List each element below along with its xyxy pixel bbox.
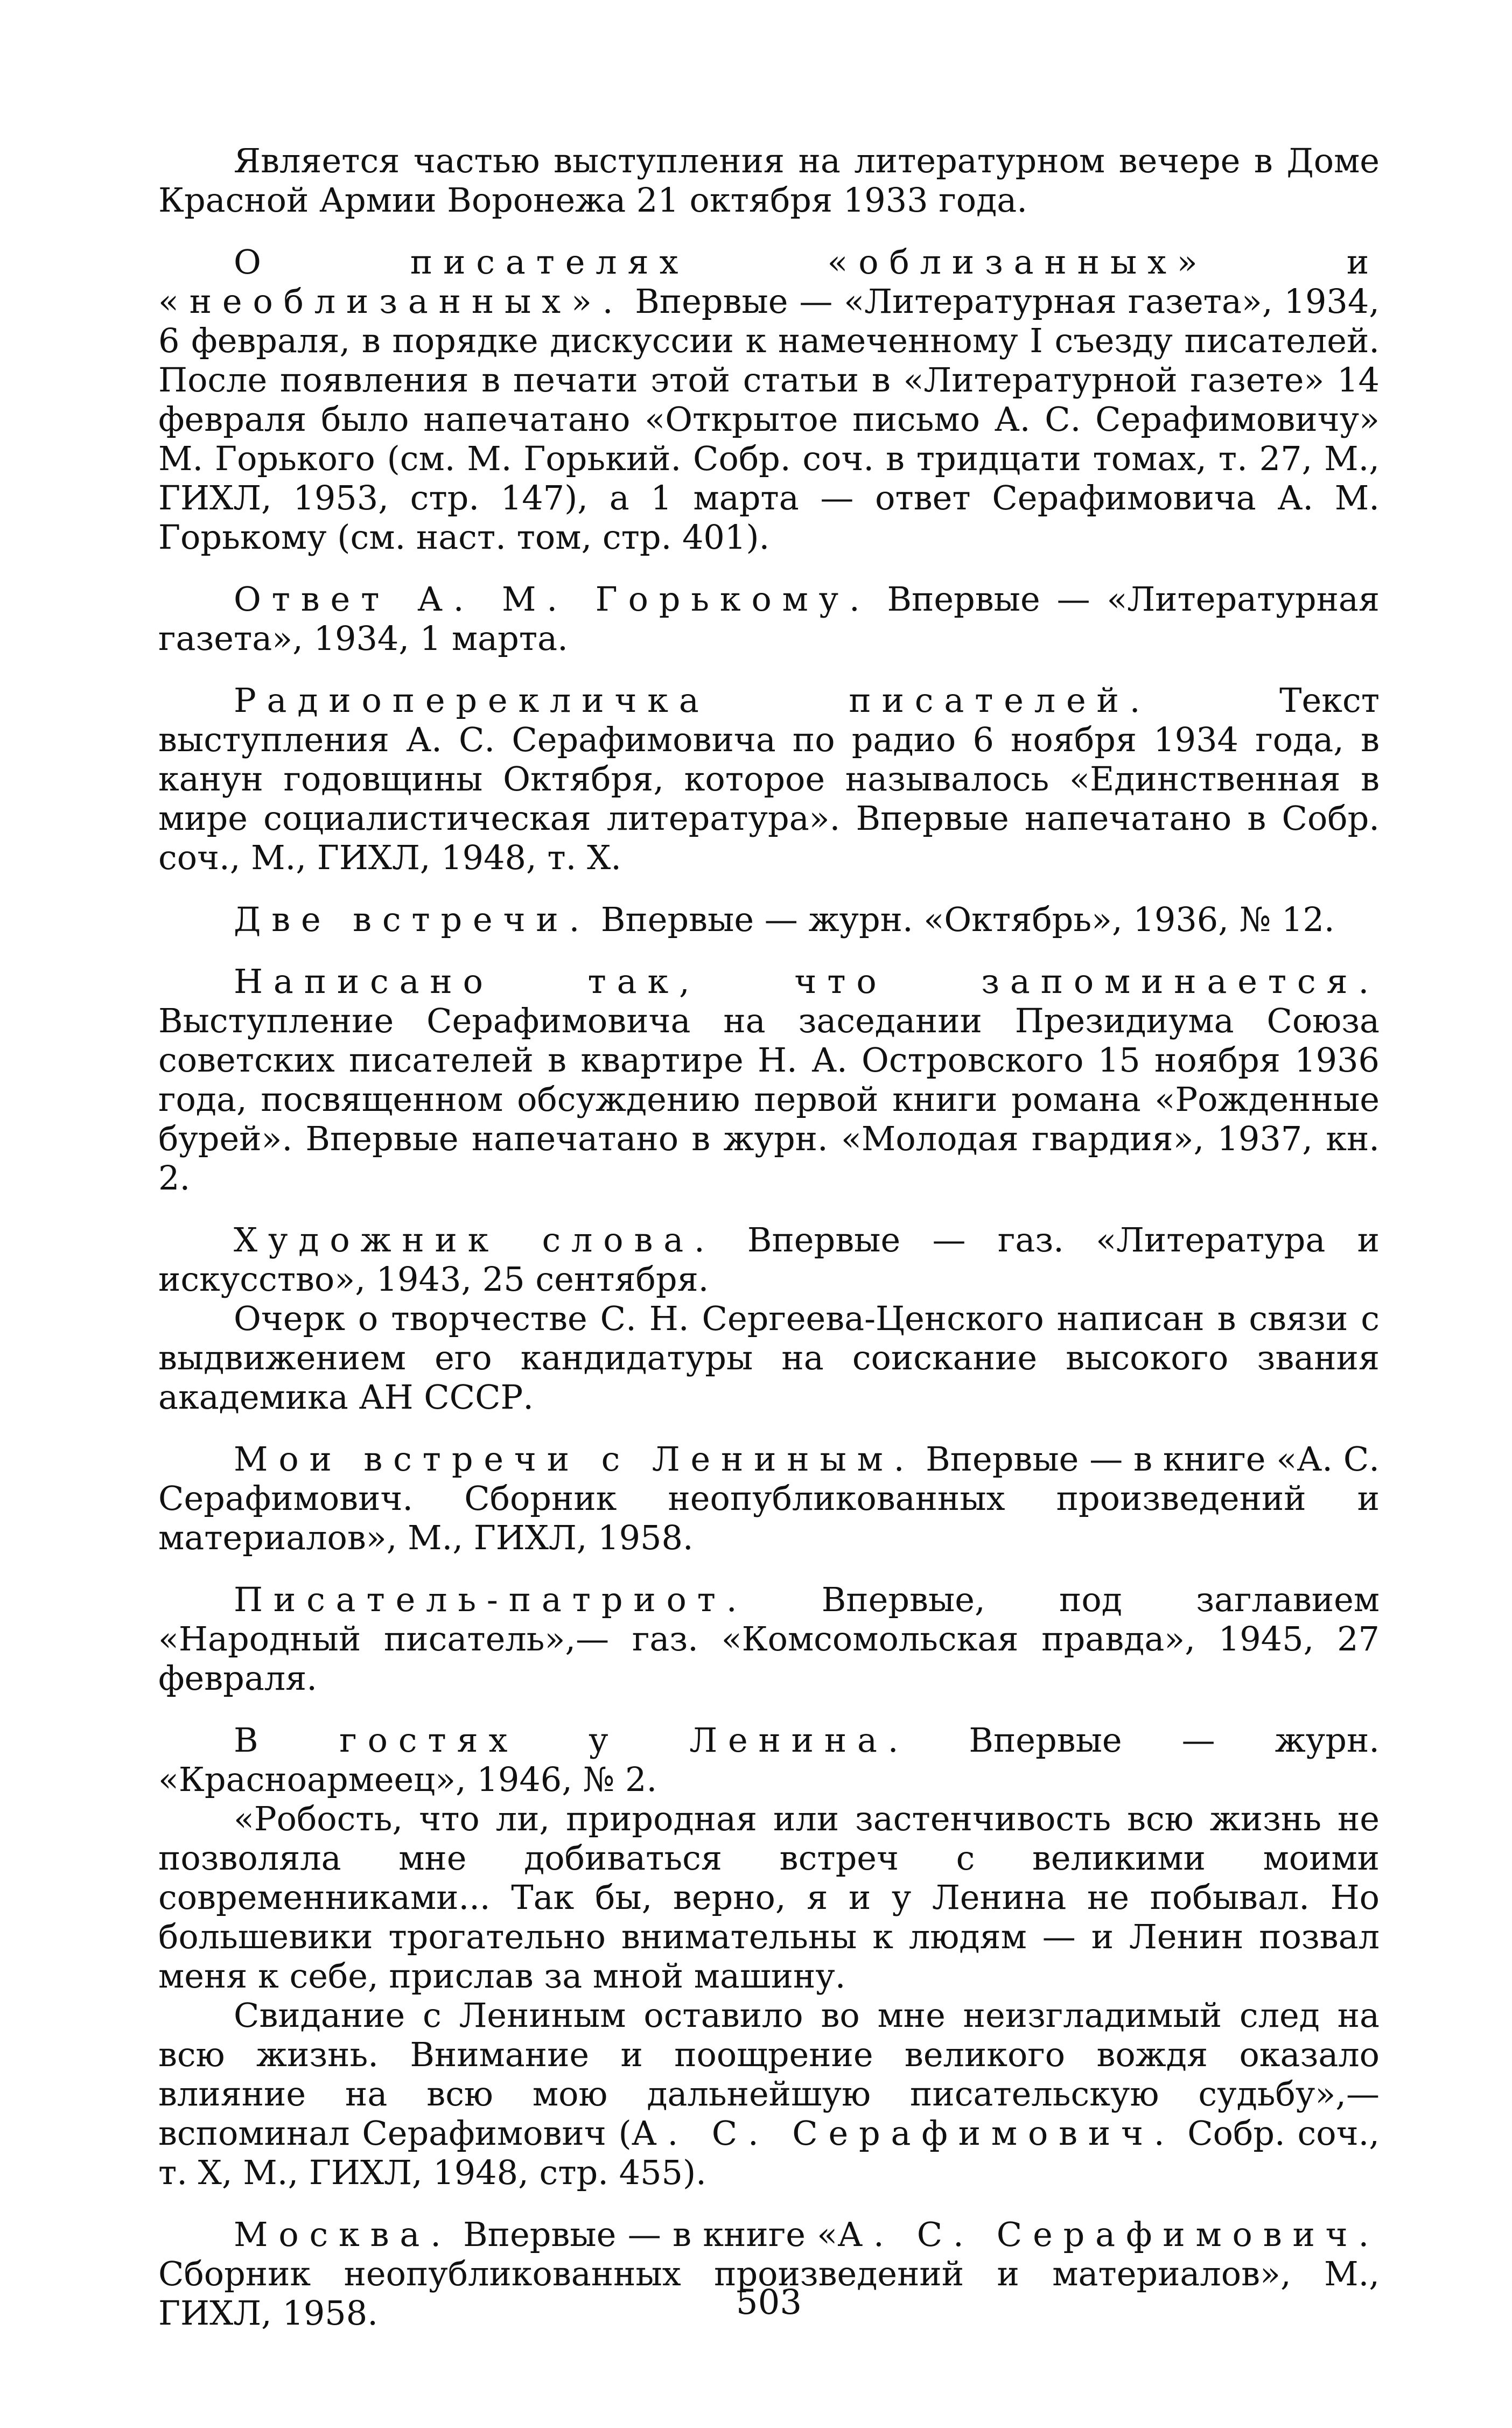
- note-text: Впервые — газ. «Литература и искусство», 1943, 25 сентября.: [158, 1220, 1380, 1299]
- quote-source: Собр. соч., т. X, М., ГИХЛ, 1948, стр. 455).: [158, 2114, 1380, 2192]
- note-text: Является частью выступления на литературном вечере в Доме Красной Армии Воронежа 21 октября 1933 года.: [158, 141, 1380, 220]
- author-name: А. С. Серафимович.: [631, 2114, 1175, 2153]
- work-title: Две встречи.: [234, 900, 591, 939]
- note-entry: [158, 1720, 1380, 1799]
- note-entry: [158, 1220, 1380, 1299]
- work-title: Писатель-патриот.: [234, 1580, 748, 1619]
- note-entry: [158, 1439, 1380, 1557]
- document-page: [158, 141, 1380, 2403]
- note-paragraph: [158, 1299, 1380, 1417]
- work-title: Художник слова.: [234, 1220, 716, 1260]
- note-entry: [158, 242, 1380, 557]
- page-number: 503: [736, 2283, 802, 2322]
- author-name: А. С. Серафимович.: [837, 2215, 1380, 2254]
- note-text: Впервые — «Литературная газета», 1934, 6 февраля, в порядке дискуссии к намеченному I съезду писателей. После появления в печати этой статьи в «Литературной газете» 14 февраля было напечатано «Открытое письмо А. С. Серафимовичу» М. Горького (см. М. Горький. Собр. соч. в тридцати томах, т. 27, М., ГИХЛ, 1953, стр. 147), а 1 марта — ответ Серафимовича А. М. Горькому (см. наст. том, стр. 401).: [158, 282, 1380, 557]
- work-title: Радиоперекличка писателей.: [234, 681, 1151, 720]
- work-title: Написано так, что запоминается.: [234, 962, 1380, 1001]
- note-text: Впервые — журн. «Октябрь», 1936, № 12.: [590, 900, 1335, 939]
- note-text: Впервые — журн. «Красноармеец», 1946, № 2.: [158, 1720, 1380, 1799]
- note-paragraph: [158, 141, 1380, 220]
- note-text: Сборник неопубликованных произведений и материалов», М., ГИХЛ, 1958.: [158, 2254, 1380, 2333]
- work-title: О писателях «облизанных» и «необлизанных».: [158, 242, 1380, 321]
- note-entry: [158, 962, 1380, 1198]
- quote-text: «Робость, что ли, природная или застенчивость всю жизнь не позволяла мне добиваться встреч с великими моими современниками... Так бы, верно, я и у Ленина не побывал. Но большевики трогательно внимательны к людям — и Ленин позвал меня к себе, прислав за мной машину.: [158, 1799, 1380, 1996]
- work-title: Мои встречи с Лениным.: [234, 1439, 915, 1479]
- note-text: Впервые — «Литературная газета», 1934, 1 марта.: [158, 579, 1380, 658]
- note-entry: [158, 681, 1380, 877]
- quote-text: Свидание с Лениным оставило во мне неизгладимый след на всю жизнь. Внимание и поощрение великого вождя оказало влияние на всю мою дальнейшую писательскую судьбу»,— вспоминал Серафимович (: [158, 1996, 1380, 2153]
- note-entry: [158, 900, 1380, 939]
- note-text: Впервые — в книге «А. С. Серафимович. Сборник неопубликованных произведений и материалов», М., ГИХЛ, 1958.: [158, 1439, 1380, 1557]
- note-text: Впервые, под заглавием «Народный писатель»,— газ. «Комсомольская правда», 1945, 27 февраля.: [158, 1580, 1380, 1698]
- note-text: Впервые — в книге «: [451, 2215, 838, 2254]
- work-title: В гостях у Ленина.: [234, 1720, 909, 1760]
- note-text: Текст выступления А. С. Серафимовича по радио 6 ноября 1934 года, в канун годовщины Октября, которое называлось «Единственная в мире социалистическая литература». Впервые напечатано в Собр. соч., М., ГИХЛ, 1948, т. X.: [158, 681, 1380, 877]
- note-entry: [158, 1580, 1380, 1698]
- work-title: Ответ А. М. Горькому.: [234, 579, 871, 619]
- quote-paragraph: [158, 1996, 1380, 2192]
- work-title: Москва.: [234, 2215, 452, 2254]
- note-text: Очерк о творчестве С. Н. Сергеева-Ценского написан в связи с выдвижением его кандидатуры на соискание высокого звания академика АН СССР.: [158, 1299, 1380, 1417]
- quote-paragraph: [158, 1799, 1380, 1996]
- note-text: Выступление Серафимовича на заседании Президиума Союза советских писателей в квартире Н. А. Островского 15 ноября 1936 года, посвященном обсуждению первой книги романа «Рожденные бурей». Впервые напечатано в журн. «Молодая гвардия», 1937, кн. 2.: [158, 1001, 1380, 1198]
- note-entry: [158, 579, 1380, 658]
